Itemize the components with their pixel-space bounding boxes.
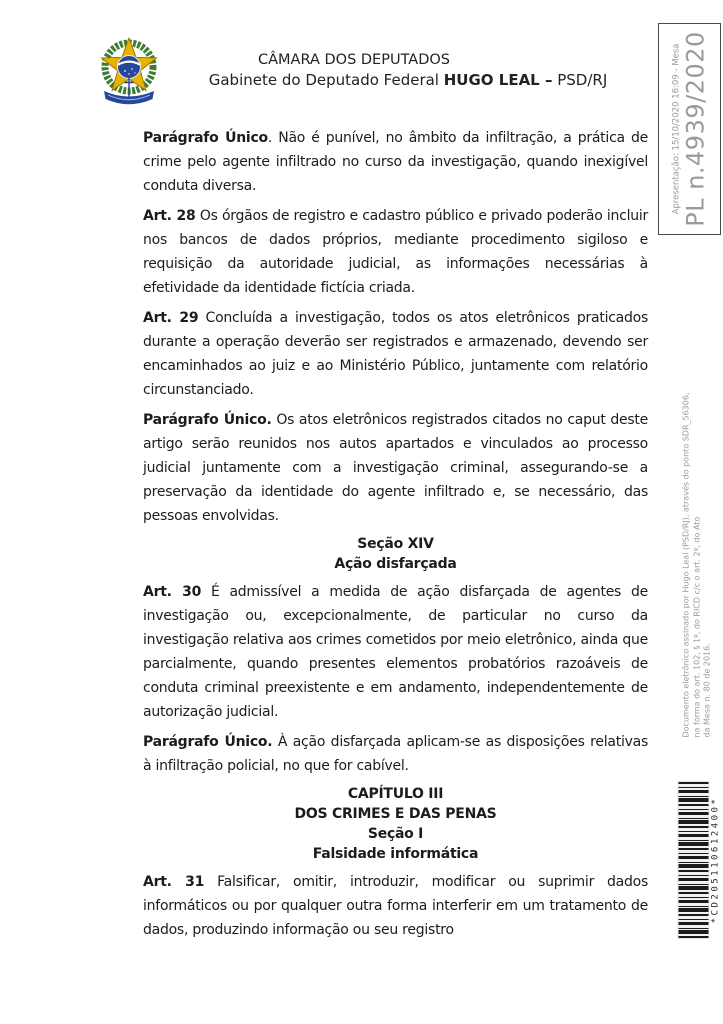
- paragraph: [143, 306, 648, 402]
- paragraph-text: À ação disfarçada aplicam-se as disposições relativas à infiltração policial, no que for cabível.: [143, 734, 648, 774]
- section-heading: [143, 534, 648, 574]
- signature-note: [681, 392, 713, 737]
- heading-line: DOS CRIMES E DAS PENAS: [294, 806, 497, 822]
- paragraph-text: Concluída a investigação, todos os atos eletrônicos praticados durante a operação deverão ser registrados e armazenado, devendo ser encaminhados ao juiz e ao Ministério Público, juntamente com relatório circunstanciado.: [143, 310, 649, 398]
- heading-line: Seção I: [367, 826, 424, 842]
- paragraph: [143, 870, 648, 942]
- paragraph-text: Os atos eletrônicos registrados citados no caput deste artigo serão reunidos nos autos apartados e vinculados ao processo judicial juntamente com a investigação criminal, assegurando-se a preservação da identidade do agente infiltrado e, se necessário, das pessoas envolvidas.: [143, 412, 649, 524]
- paragraph-lead: Art. 28: [143, 208, 196, 224]
- paragraph-lead: Art. 29: [143, 310, 199, 326]
- office-suffix: PSD/RJ: [552, 71, 608, 89]
- paragraph-lead: Parágrafo Único: [143, 130, 268, 146]
- heading-line: Falsidade informática: [312, 846, 479, 862]
- paragraph-lead: Art. 31: [143, 874, 205, 890]
- signature-line: da Mesa n. 80 de 2016.: [702, 643, 712, 738]
- paragraph-lead: Parágrafo Único.: [143, 412, 272, 428]
- org-name: CÂMARA DOS DEPUTADOS: [258, 52, 450, 68]
- office-prefix: Gabinete do Deputado Federal: [208, 71, 444, 89]
- bill-number-group: [670, 31, 709, 227]
- document-body: [143, 126, 648, 948]
- heading-line: Ação disfarçada: [334, 556, 457, 572]
- heading-line: Seção XIV: [357, 536, 434, 552]
- paragraph-text: É admissível a medida de ação disfarçada de agentes de investigação ou, excepcionalmente, de particular no curso da investigação relativa aos crimes cometidos por meio eletrônico, ainda que parcialmente, quando presentes elementos probatórios razoáveis de conduta criminal preexistente e em andamento, independentemente de autorização judicial.: [143, 584, 649, 720]
- barcode-label: *CD205110612400*: [710, 796, 721, 924]
- heading-line: CAPÍTULO III: [347, 786, 444, 802]
- deputy-name: HUGO LEAL –: [443, 71, 553, 89]
- paragraph-text: . Não é punível, no âmbito da infiltração, a prática de crime pelo agente infiltrado no curso da investigação, quando inexigível conduta diversa.: [143, 130, 648, 194]
- office-line: [209, 70, 608, 90]
- signature-line: Documento eletrônico assinado por Hugo Leal (PSD/RJ), através do ponto SDR_56306,: [681, 392, 691, 738]
- brazil-coat-of-arms-icon: [95, 36, 163, 112]
- paragraph: [143, 126, 648, 198]
- barcode-bars: [678, 781, 710, 939]
- paragraph: [143, 408, 648, 528]
- bill-number-box: [658, 23, 721, 235]
- chapter-heading: [143, 784, 648, 864]
- signature-line: na forma do art. 102, § 1º, do RICD c/c o art. 2º, do Ato: [691, 516, 701, 738]
- paragraph-text: Os órgãos de registro e cadastro público e privado poderão incluir nos bancos de dados próprios, mediante procedimento sigiloso e requisição da autoridade judicial, as informações necessárias à efetividade da identidade fictícia criada.: [143, 208, 649, 296]
- paragraph-lead: Art. 30: [143, 584, 202, 600]
- paragraph-text: Falsificar, omitir, introduzir, modificar ou suprimir dados informáticos ou por qualquer outra forma interferir em um tratamento de dados, produzindo informação ou seu registro: [143, 874, 649, 938]
- paragraph: [143, 730, 648, 778]
- bill-number: PL n.4939/2020: [681, 31, 709, 227]
- barcode: [678, 781, 721, 939]
- paragraph: [143, 204, 648, 300]
- paragraph-lead: Parágrafo Único.: [143, 734, 273, 750]
- presentation-timestamp: Apresentação: 15/10/2020 16:09 - Mesa: [671, 43, 681, 215]
- paragraph: [143, 580, 648, 724]
